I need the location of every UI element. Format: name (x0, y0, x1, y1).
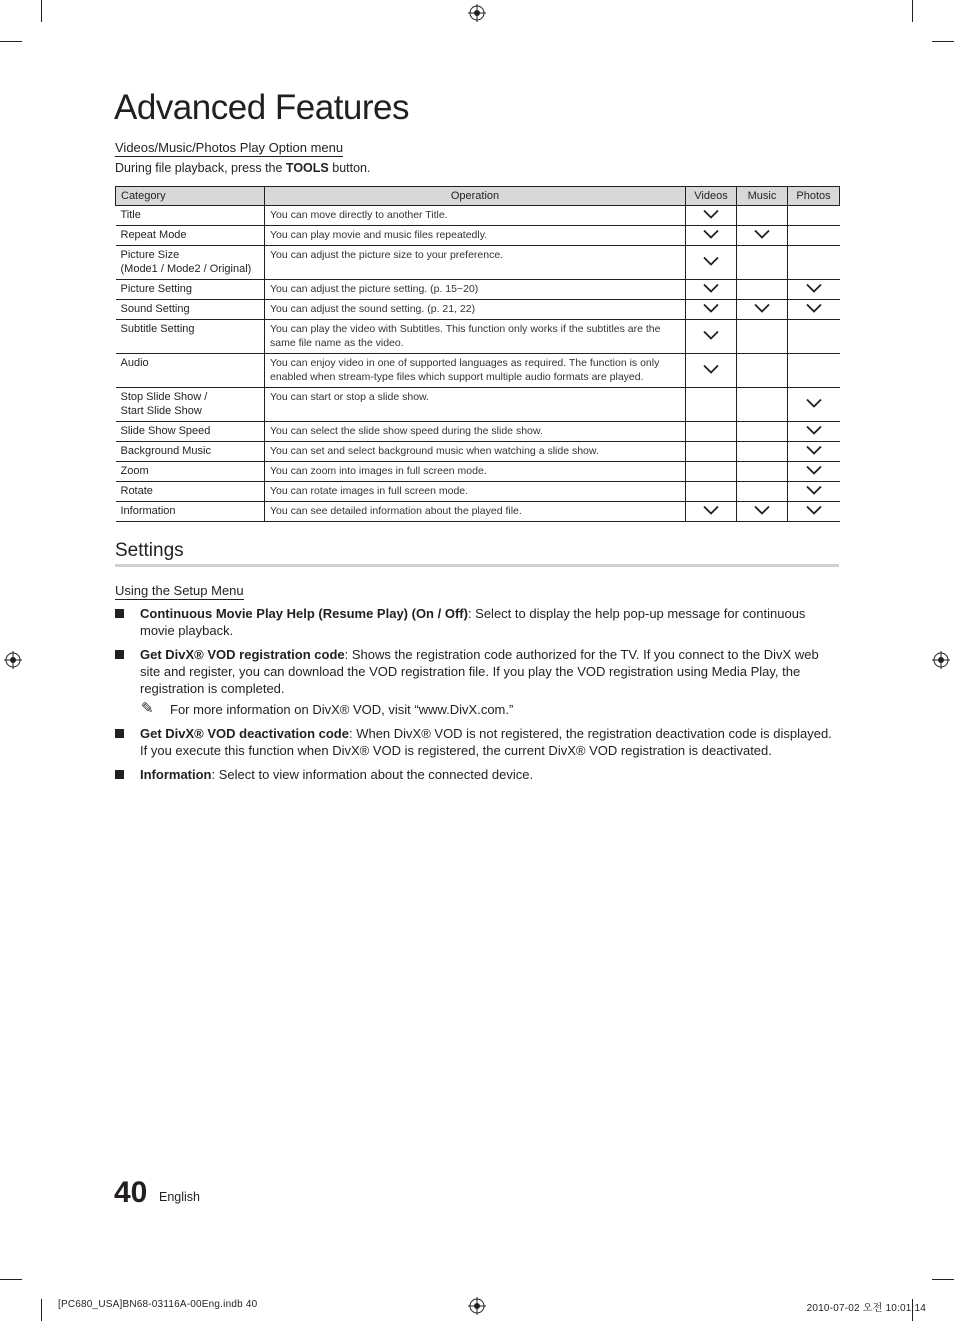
registration-mark-icon (932, 651, 950, 669)
checkmark-icon (806, 445, 822, 455)
checkmark-icon (703, 229, 719, 239)
checkmark-icon (703, 330, 719, 340)
category-text: Background Music (120, 445, 211, 457)
item-text: : Select to view information about the connected device. (211, 767, 534, 782)
list-item (115, 725, 839, 759)
photos-cell (788, 280, 840, 300)
note (115, 701, 839, 718)
page-title: Advanced Features (114, 88, 410, 127)
music-cell (737, 354, 788, 388)
category-text: Stop Slide Show / (120, 391, 208, 403)
operation-cell: You can play the video with Subtitles. This function only works if the subtitles are the same file name as the video. (265, 320, 686, 354)
photos-cell (788, 442, 840, 462)
photos-cell (788, 320, 840, 354)
checkmark-icon (806, 425, 822, 435)
videos-cell (686, 388, 737, 422)
column-header-videos: Videos (686, 187, 737, 206)
checkmark-icon (806, 283, 822, 293)
crop-mark (932, 1279, 954, 1280)
category-text: Picture Size (120, 249, 180, 261)
checkmark-icon (806, 505, 822, 515)
table-row (116, 206, 840, 226)
play-option-table (115, 186, 840, 522)
column-header-music: Music (737, 187, 788, 206)
videos-cell (686, 502, 737, 522)
category-cell (116, 226, 265, 246)
item-label: Information (140, 767, 212, 782)
item-label: Get DivX® VOD registration code (140, 647, 345, 662)
table-row (116, 280, 840, 300)
category-cell (116, 320, 265, 354)
photos-cell (788, 462, 840, 482)
pencil-note-icon: ✎ (141, 700, 154, 717)
checkmark-icon (754, 505, 770, 515)
checkmark-icon (703, 209, 719, 219)
photos-cell (788, 354, 840, 388)
checkmark-icon (703, 364, 719, 374)
crop-mark (0, 41, 22, 42)
checkmark-icon (754, 229, 770, 239)
checkmark-icon (806, 398, 822, 408)
table-row (116, 354, 840, 388)
category-cell (116, 280, 265, 300)
category-text: Rotate (120, 485, 153, 497)
settings-title: Settings (115, 540, 839, 567)
music-cell (737, 422, 788, 442)
play-option-heading: Videos/Music/Photos Play Option menu (115, 140, 344, 155)
checkmark-icon (703, 256, 719, 266)
table-row (116, 226, 840, 246)
category-cell (116, 388, 265, 422)
operation-cell: You can see detailed information about the played file. (265, 502, 686, 522)
table-row (116, 422, 840, 442)
table-row (116, 502, 840, 522)
category-text: Subtitle Setting (120, 323, 195, 335)
table-row (116, 300, 840, 320)
square-bullet-icon (115, 609, 124, 618)
category-text: Slide Show Speed (120, 425, 211, 437)
crop-mark (912, 0, 913, 22)
operation-cell: You can zoom into images in full screen mode. (265, 462, 686, 482)
operation-cell: You can adjust the picture size to your preference. (265, 246, 686, 280)
registration-mark-icon (468, 4, 486, 22)
category-text: Title (120, 209, 141, 221)
crop-mark (41, 1299, 42, 1321)
footer-timestamp: 2010-07-02 오전 10:01:14 (806, 1303, 926, 1314)
footer-file-name: [PC680_USA]BN68-03116A-00Eng.indb 40 (58, 1299, 258, 1310)
column-header-operation: Operation (265, 187, 686, 206)
table-header-row (116, 187, 840, 206)
music-cell (737, 226, 788, 246)
category-text: Sound Setting (120, 303, 190, 315)
play-option-intro (115, 161, 370, 175)
checkmark-icon (703, 283, 719, 293)
music-cell (737, 280, 788, 300)
photos-cell (788, 482, 840, 502)
checkmark-icon (754, 303, 770, 313)
photos-cell (788, 246, 840, 280)
column-header-category: Category (116, 187, 265, 206)
operation-cell: You can select the slide show speed during the slide show. (265, 422, 686, 442)
videos-cell (686, 462, 737, 482)
operation-cell: You can rotate images in full screen mode. (265, 482, 686, 502)
tools-button-label: TOOLS (285, 161, 329, 175)
category-text: Start Slide Show (120, 405, 202, 417)
crop-mark (41, 0, 42, 22)
videos-cell (686, 442, 737, 462)
registration-mark-icon (468, 1297, 486, 1315)
category-cell (116, 442, 265, 462)
square-bullet-icon (115, 770, 124, 779)
table-row (116, 462, 840, 482)
category-cell (116, 502, 265, 522)
checkmark-icon (703, 303, 719, 313)
category-text: Repeat Mode (120, 229, 187, 241)
videos-cell (686, 206, 737, 226)
category-cell (116, 482, 265, 502)
music-cell (737, 462, 788, 482)
list-item (115, 766, 839, 783)
table-row (116, 442, 840, 462)
crop-mark (0, 1279, 22, 1280)
category-text: Picture Setting (120, 283, 193, 295)
category-cell (116, 422, 265, 442)
photos-cell (788, 300, 840, 320)
photos-cell (788, 226, 840, 246)
table-row (116, 246, 840, 280)
crop-mark (932, 41, 954, 42)
operation-cell: You can move directly to another Title. (265, 206, 686, 226)
videos-cell (686, 354, 737, 388)
setup-menu-heading: Using the Setup Menu (115, 583, 244, 598)
table-row (116, 320, 840, 354)
operation-cell: You can adjust the picture setting. (p. 15~20) (265, 280, 686, 300)
operation-cell: You can adjust the sound setting. (p. 21, 22) (265, 300, 686, 320)
column-header-photos: Photos (788, 187, 840, 206)
category-cell (116, 462, 265, 482)
item-text: : When DivX® VOD is not registered, the registration deactivation code is displayed. If you execute this function when DivX® VOD is registered, the current DivX® VOD registration is deactivated. (140, 726, 832, 758)
music-cell (737, 246, 788, 280)
category-cell (116, 300, 265, 320)
music-cell (737, 300, 788, 320)
videos-cell (686, 482, 737, 502)
music-cell (737, 482, 788, 502)
category-text: Zoom (120, 465, 149, 477)
music-cell (737, 320, 788, 354)
item-text: : Select to display the help pop-up message for continuous movie playback. (140, 606, 806, 638)
music-cell (737, 206, 788, 226)
page-language: English (159, 1190, 200, 1204)
item-text: : Shows the registration code authorized for the TV. If you connect to the DivX web site and register, you can download the VOD registration file. If you play the VOD registration using Media Play, the registration is completed. (140, 647, 819, 696)
category-text: Audio (120, 357, 149, 369)
category-cell (116, 246, 265, 280)
registration-mark-icon (4, 651, 22, 669)
category-cell (116, 206, 265, 226)
checkmark-icon (806, 485, 822, 495)
square-bullet-icon (115, 650, 124, 659)
checkmark-icon (806, 303, 822, 313)
intro-prefix: During file playback, press the (115, 161, 286, 175)
checkmark-icon (703, 505, 719, 515)
operation-cell: You can start or stop a slide show. (265, 388, 686, 422)
videos-cell (686, 300, 737, 320)
operation-cell: You can play movie and music files repeatedly. (265, 226, 686, 246)
music-cell (737, 388, 788, 422)
note-text: For more information on DivX® VOD, visit “www.DivX.com.” (170, 702, 514, 717)
page-number: 40 (114, 1176, 148, 1209)
photos-cell (788, 422, 840, 442)
list-item (115, 605, 839, 639)
category-text: Information (120, 505, 176, 517)
photos-cell (788, 206, 840, 226)
item-label: Continuous Movie Play Help (Resume Play) (On / Off) (140, 606, 468, 621)
videos-cell (686, 226, 737, 246)
table-row (116, 482, 840, 502)
category-cell (116, 354, 265, 388)
list-item (115, 646, 839, 697)
category-text: (Mode1 / Mode2 / Original) (120, 263, 252, 275)
videos-cell (686, 422, 737, 442)
videos-cell (686, 280, 737, 300)
videos-cell (686, 246, 737, 280)
photos-cell (788, 388, 840, 422)
intro-suffix: button. (328, 161, 371, 175)
photos-cell (788, 502, 840, 522)
operation-cell: You can enjoy video in one of supported languages as required. The function is only enabled when stream-type files which support multiple audio formats are played. (265, 354, 686, 388)
videos-cell (686, 320, 737, 354)
music-cell (737, 502, 788, 522)
square-bullet-icon (115, 729, 124, 738)
item-label: Get DivX® VOD deactivation code (140, 726, 349, 741)
settings-list (115, 605, 839, 790)
checkmark-icon (806, 465, 822, 475)
music-cell (737, 442, 788, 462)
table-row (116, 388, 840, 422)
operation-cell: You can set and select background music when watching a slide show. (265, 442, 686, 462)
